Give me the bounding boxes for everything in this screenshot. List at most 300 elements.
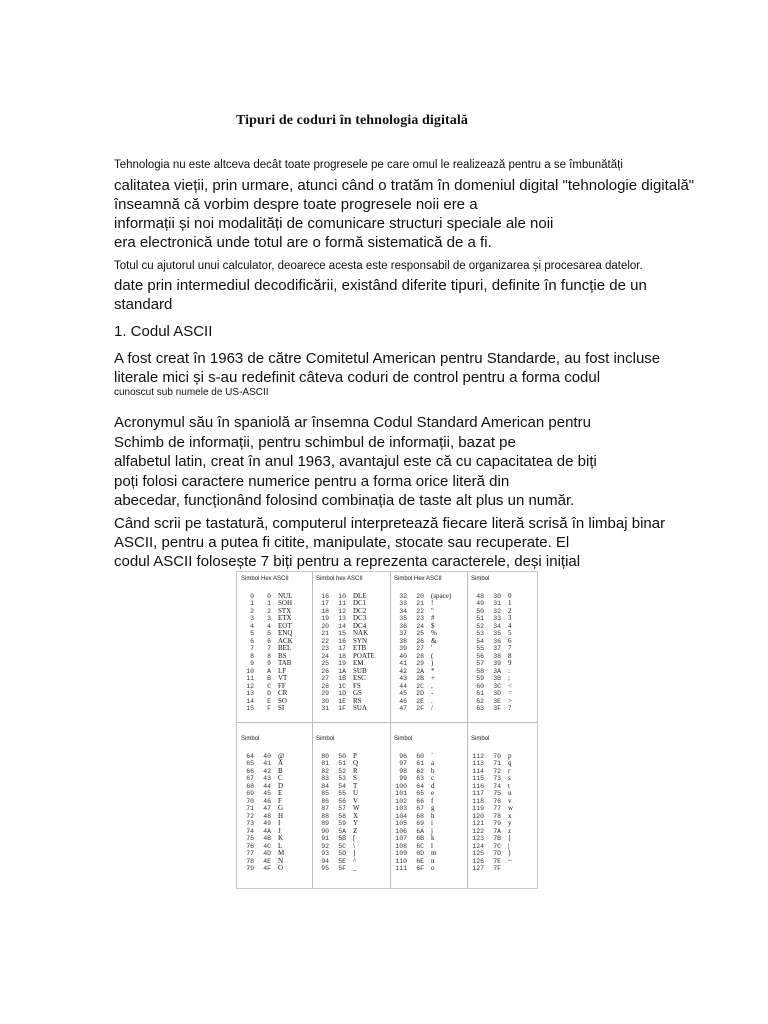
ascii-cell: 122	[472, 827, 484, 835]
ascii-cell: l	[431, 841, 433, 850]
ascii-cell: o	[431, 864, 435, 872]
ascii-row	[471, 600, 541, 608]
ascii-cell: EOT	[278, 621, 292, 630]
ascii-row	[241, 653, 311, 661]
ascii-cell: 40	[399, 652, 407, 660]
paragraph-line: era electronică unde totul are o formă sistematică de a fi.	[114, 234, 492, 251]
ascii-cell: A	[278, 759, 284, 767]
ascii-cell: >	[508, 696, 512, 705]
ascii-cell: 18	[321, 607, 329, 615]
ascii-cell: +	[431, 674, 435, 682]
ascii-cell: e	[431, 789, 435, 797]
ascii-cell: -	[431, 689, 434, 697]
ascii-row	[316, 623, 386, 631]
ascii-cell: 68	[416, 812, 424, 820]
ascii-cell: /	[431, 704, 433, 712]
ascii-row	[471, 783, 541, 791]
paragraph-origin	[114, 349, 670, 387]
ascii-row	[241, 820, 311, 828]
ascii-cell: f	[431, 796, 434, 805]
ascii-cell: 79	[246, 865, 254, 872]
ascii-row	[394, 698, 464, 706]
ascii-cell: 55	[476, 645, 484, 652]
ascii-cell: 74	[246, 827, 254, 835]
ascii-cell: 124	[472, 842, 484, 850]
ascii-cell: 62	[476, 697, 484, 705]
ascii-row	[316, 645, 386, 653]
ascii-row	[471, 645, 541, 653]
ascii-cell: 21	[416, 600, 424, 607]
ascii-cell: 31	[493, 600, 501, 607]
paragraph-line: standard	[114, 296, 173, 313]
ascii-cell: 54	[338, 782, 346, 790]
ascii-cell: i	[431, 819, 433, 827]
paragraph-origin-small	[114, 387, 670, 399]
ascii-cell: [	[353, 834, 356, 842]
paragraph-acronym	[114, 413, 670, 511]
ascii-row	[316, 668, 386, 676]
ascii-cell: 73	[246, 820, 254, 827]
ascii-cell: <	[508, 681, 512, 690]
ascii-cell: 18	[338, 652, 346, 660]
ascii-cell: 5C	[338, 842, 346, 850]
ascii-block-header: Simbol hex ASCII	[316, 576, 363, 582]
ascii-cell: 5E	[338, 857, 346, 865]
ascii-cell: ,	[431, 681, 433, 690]
ascii-row	[394, 798, 464, 806]
ascii-cell: 3A	[493, 667, 501, 675]
ascii-cell: v	[508, 796, 512, 805]
ascii-row	[241, 798, 311, 806]
ascii-cell: 103	[395, 805, 407, 812]
ascii-cell: 39	[493, 660, 501, 667]
ascii-cell: R	[353, 766, 358, 775]
ascii-cell: 77	[246, 850, 254, 857]
ascii-cell: ~	[508, 856, 512, 865]
ascii-cell: 50	[338, 752, 346, 760]
ascii-cell: 33	[493, 615, 501, 622]
ascii-cell: B	[278, 766, 283, 775]
ascii-row	[471, 683, 541, 691]
ascii-cell: E	[278, 789, 283, 797]
ascii-cell: 46	[399, 697, 407, 705]
ascii-cell: 3F	[493, 705, 501, 712]
ascii-cell: DC3	[353, 614, 367, 622]
ascii-cell: 42	[263, 767, 271, 775]
ascii-cell: 58	[338, 812, 346, 820]
ascii-cell: 66	[246, 767, 254, 775]
ascii-cell: 4D	[263, 850, 271, 857]
ascii-cell: a	[431, 759, 435, 767]
ascii-row	[394, 675, 464, 683]
ascii-cell: 1	[250, 600, 254, 607]
ascii-row	[316, 820, 386, 828]
table-divider	[390, 572, 391, 888]
ascii-cell: d	[431, 781, 435, 790]
ascii-cell: 4B	[263, 835, 271, 842]
ascii-cell: 53	[338, 775, 346, 782]
ascii-cell: 32	[493, 607, 501, 615]
ascii-cell: _	[353, 864, 357, 872]
ascii-cell: NUL	[278, 591, 293, 600]
ascii-cell: 6C	[416, 842, 424, 850]
ascii-cell: 5	[267, 630, 271, 637]
ascii-cell: 30	[321, 697, 329, 705]
ascii-row	[316, 835, 386, 843]
ascii-cell: L	[278, 841, 283, 850]
ascii-block	[241, 736, 311, 873]
ascii-row	[394, 630, 464, 638]
ascii-row	[394, 615, 464, 623]
ascii-cell: 1A	[338, 667, 346, 675]
ascii-cell: 70	[493, 752, 501, 760]
ascii-cell: SUA	[353, 704, 368, 712]
ascii-cell: 92	[321, 842, 329, 850]
ascii-row	[241, 775, 311, 783]
ascii-cell: 67	[246, 775, 254, 782]
ascii-cell: X	[353, 811, 359, 820]
ascii-row	[471, 623, 541, 631]
ascii-cell: 71	[246, 805, 254, 812]
ascii-cell: 34	[493, 622, 501, 630]
ascii-cell: p	[508, 751, 512, 760]
ascii-row	[394, 775, 464, 783]
ascii-cell: 2D	[416, 690, 424, 697]
ascii-cell: `	[431, 751, 434, 760]
ascii-cell: 1B	[338, 675, 346, 682]
ascii-cell: ETB	[353, 644, 367, 652]
ascii-cell: 0	[508, 591, 512, 600]
ascii-cell: 32	[399, 592, 407, 600]
ascii-cell: 14	[338, 622, 346, 630]
ascii-cell: 3	[250, 615, 254, 622]
ascii-cell: 6	[267, 637, 271, 645]
ascii-row	[394, 820, 464, 828]
ascii-row	[241, 690, 311, 698]
ascii-cell: 4	[267, 622, 271, 630]
ascii-cell: 52	[476, 622, 484, 630]
ascii-cell: 101	[395, 790, 407, 797]
ascii-cell: C	[278, 774, 283, 782]
ascii-cell: 2	[508, 606, 512, 615]
ascii-row	[241, 698, 311, 706]
ascii-cell: 25	[321, 660, 329, 667]
ascii-cell: 118	[472, 797, 484, 805]
ascii-cell: 3D	[493, 690, 501, 697]
ascii-row	[471, 865, 541, 873]
ascii-cell: 41	[263, 760, 271, 767]
ascii-cell: &	[431, 636, 437, 645]
ascii-cell: 123	[472, 835, 484, 842]
ascii-cell: 46	[263, 797, 271, 805]
ascii-cell: 1E	[338, 697, 346, 705]
ascii-row	[241, 660, 311, 668]
ascii-cell: 16	[338, 637, 346, 645]
ascii-row	[471, 615, 541, 623]
ascii-cell: q	[508, 759, 512, 767]
ascii-cell: m	[431, 849, 437, 857]
ascii-cell: 43	[263, 775, 271, 782]
ascii-cell: FF	[278, 681, 286, 690]
ascii-cell: CR	[278, 689, 288, 697]
heading-ascii: 1. Codul ASCII	[114, 323, 213, 340]
ascii-cell: 76	[493, 797, 501, 805]
ascii-cell: 64	[416, 782, 424, 790]
ascii-row	[316, 768, 386, 776]
ascii-cell: Y	[353, 819, 359, 827]
ascii-row	[241, 768, 311, 776]
ascii-cell: SYN	[353, 636, 368, 645]
ascii-cell: 64	[246, 752, 254, 760]
ascii-row	[394, 623, 464, 631]
ascii-cell: 107	[395, 835, 407, 842]
ascii-cell: 97	[399, 760, 407, 767]
ascii-cell: 76	[246, 842, 254, 850]
ascii-row	[316, 775, 386, 783]
ascii-cell: :	[508, 666, 510, 675]
ascii-cell: 34	[399, 607, 407, 615]
ascii-row	[471, 850, 541, 858]
ascii-cell: M	[278, 849, 285, 857]
ascii-cell: 80	[321, 752, 329, 760]
ascii-cell: 84	[321, 782, 329, 790]
ascii-cell: 108	[395, 842, 407, 850]
ascii-row	[394, 783, 464, 791]
paragraph-line: alfabetul latin, creat în anul 1963, avantajul este că cu capacitatea de biți	[114, 453, 597, 470]
ascii-cell: n	[431, 856, 435, 865]
paragraph-line: Tehnologia nu este altceva decât toate progresele pe care omul le realizează pentru a se îmbunătăți	[114, 159, 623, 171]
ascii-row	[394, 608, 464, 616]
ascii-cell: 17	[338, 645, 346, 652]
ascii-cell: 111	[395, 865, 407, 872]
ascii-row	[471, 790, 541, 798]
ascii-cell: 44	[263, 782, 271, 790]
ascii-cell: 2A	[416, 667, 424, 675]
ascii-cell: r	[508, 766, 511, 775]
ascii-row	[316, 828, 386, 836]
ascii-cell: 0	[250, 592, 254, 600]
ascii-cell: 42	[399, 667, 407, 675]
ascii-row	[394, 593, 464, 601]
ascii-cell: 2E	[416, 697, 424, 705]
paragraph-keyboard	[114, 514, 670, 571]
ascii-row	[316, 630, 386, 638]
ascii-cell: 117	[472, 790, 484, 797]
ascii-cell: LF	[278, 666, 287, 675]
ascii-cell: 63	[476, 705, 484, 712]
ascii-row	[394, 683, 464, 691]
ascii-row	[241, 858, 311, 866]
ascii-cell: 23	[416, 615, 424, 622]
ascii-row	[471, 813, 541, 821]
ascii-block-header: Simbol Hex ASCII	[394, 576, 442, 582]
ascii-cell: I	[278, 819, 281, 827]
ascii-cell: 99	[399, 775, 407, 782]
ascii-cell: 119	[472, 805, 484, 812]
ascii-block	[394, 576, 464, 713]
ascii-row	[316, 638, 386, 646]
ascii-cell: 63	[416, 775, 424, 782]
ascii-cell: 45	[399, 690, 407, 697]
ascii-cell: SUB	[353, 666, 367, 675]
ascii-row	[316, 805, 386, 813]
ascii-row	[394, 668, 464, 676]
ascii-row	[316, 705, 386, 713]
ascii-cell: g	[431, 804, 435, 812]
ascii-row	[316, 850, 386, 858]
ascii-cell: 68	[246, 782, 254, 790]
ascii-cell: 106	[395, 827, 407, 835]
ascii-cell: 24	[416, 622, 424, 630]
ascii-cell: ?	[508, 704, 512, 712]
ascii-row	[241, 615, 311, 623]
ascii-row	[241, 835, 311, 843]
ascii-cell: 19	[338, 660, 346, 667]
ascii-cell: 7	[508, 644, 512, 652]
ascii-cell: EM	[353, 659, 364, 667]
ascii-cell: 0	[267, 592, 271, 600]
table-divider	[237, 722, 537, 723]
ascii-cell: 13	[246, 690, 254, 697]
ascii-cell: \	[353, 841, 355, 850]
ascii-cell: RS	[353, 696, 362, 705]
ascii-cell: 25	[416, 630, 424, 637]
ascii-cell: 5A	[338, 827, 346, 835]
ascii-row	[394, 653, 464, 661]
ascii-cell: 43	[399, 675, 407, 682]
ascii-block-header: Simbol	[241, 736, 260, 742]
ascii-block-header: Simbol	[471, 576, 490, 582]
paragraph-line: poți folosi caractere numerice pentru a forma orice literă din	[114, 472, 510, 490]
ascii-cell: 75	[246, 835, 254, 842]
ascii-cell: 6A	[416, 827, 424, 835]
ascii-block	[241, 576, 311, 713]
ascii-cell: 4F	[263, 865, 271, 872]
ascii-cell: 15	[338, 630, 346, 637]
ascii-cell: 7B	[493, 835, 501, 842]
ascii-cell: N	[278, 856, 284, 865]
ascii-row	[394, 858, 464, 866]
ascii-cell: 28	[321, 682, 329, 690]
ascii-cell: 59	[338, 820, 346, 827]
ascii-cell: 26	[416, 637, 424, 645]
ascii-cell: SOH	[278, 599, 293, 607]
ascii-row	[394, 805, 464, 813]
ascii-cell: 116	[472, 782, 484, 790]
paragraph-line: înseamnă că vorbim despre toate progresele noii ere a	[114, 196, 478, 213]
ascii-cell: DLE	[353, 591, 367, 600]
ascii-cell: S	[353, 774, 357, 782]
ascii-cell: DC1	[353, 599, 367, 607]
ascii-cell: 4	[508, 621, 512, 630]
ascii-cell: ESC	[353, 674, 366, 682]
ascii-row	[316, 690, 386, 698]
ascii-cell: 7A	[493, 827, 501, 835]
ascii-block	[471, 576, 541, 713]
ascii-cell: %	[431, 629, 437, 637]
ascii-cell: 87	[321, 805, 329, 812]
ascii-cell: ;	[508, 674, 510, 682]
ascii-cell: SO	[278, 696, 287, 705]
ascii-row	[394, 645, 464, 653]
ascii-cell: E	[267, 697, 271, 705]
ascii-cell: 1D	[338, 690, 346, 697]
ascii-cell: 71	[493, 760, 501, 767]
ascii-cell: 48	[476, 592, 484, 600]
ascii-cell: 41	[399, 660, 407, 667]
ascii-cell: 66	[416, 797, 424, 805]
ascii-cell: 11	[246, 675, 254, 682]
ascii-cell	[501, 865, 508, 873]
ascii-cell: F	[267, 705, 271, 712]
ascii-cell: y	[508, 819, 512, 827]
ascii-cell: G	[278, 804, 284, 812]
ascii-cell: 3B	[493, 675, 501, 682]
ascii-cell: 3	[267, 615, 271, 622]
ascii-cell: 9	[508, 659, 512, 667]
ascii-cell: 26	[321, 667, 329, 675]
ascii-cell: 8	[250, 652, 254, 660]
ascii-cell: 7	[250, 645, 254, 652]
ascii-cell: SI	[278, 704, 285, 712]
ascii-cell: 30	[493, 592, 501, 600]
ascii-cell: (space)	[431, 591, 452, 600]
ascii-row	[241, 645, 311, 653]
ascii-row	[316, 858, 386, 866]
ascii-row	[241, 668, 311, 676]
paragraph-line: codul ASCII folosește 7 biți pentru a reprezenta caracterele, deși inițial	[114, 553, 581, 570]
ascii-cell: 37	[399, 630, 407, 637]
ascii-cell: 81	[321, 760, 329, 767]
ascii-cell: 12	[246, 682, 254, 690]
ascii-cell: w	[508, 804, 514, 812]
ascii-cell: 73	[493, 775, 501, 782]
paragraph-line: date prin intermediul decodificării, existând diferite tipuri, definite în funcție de un	[114, 277, 647, 294]
ascii-block-header: Simbol	[471, 736, 490, 742]
ascii-row	[394, 760, 464, 768]
ascii-row	[394, 850, 464, 858]
table-divider	[312, 572, 313, 888]
ascii-cell: 86	[321, 797, 329, 805]
ascii-row	[471, 593, 541, 601]
ascii-cell: c	[431, 774, 435, 782]
ascii-cell: 5B	[338, 835, 346, 842]
ascii-row	[241, 760, 311, 768]
ascii-cell: 9	[250, 660, 254, 667]
ascii-cell: 6	[508, 636, 512, 645]
paragraph-line: Acronymul său în spaniolă ar însemna Codul Standard American pentru	[114, 414, 591, 431]
ascii-block	[394, 736, 464, 873]
paragraph-line: Schimb de informații, pentru schimbul de informații, bazat pe	[114, 433, 516, 451]
ascii-cell: K	[278, 834, 284, 842]
ascii-cell: 38	[493, 652, 501, 660]
ascii-cell: 82	[321, 767, 329, 775]
ascii-cell: )	[431, 659, 434, 667]
ascii-row	[394, 835, 464, 843]
ascii-cell: 51	[338, 760, 346, 767]
ascii-cell: 3	[508, 614, 512, 622]
ascii-row	[471, 760, 541, 768]
ascii-cell: 4C	[263, 842, 271, 850]
ascii-row	[241, 623, 311, 631]
ascii-cell: ETX	[278, 614, 292, 622]
ascii-row	[471, 653, 541, 661]
ascii-cell: =	[508, 689, 512, 697]
ascii-cell: "	[431, 606, 434, 615]
ascii-cell: 88	[321, 812, 329, 820]
ascii-row	[316, 813, 386, 821]
ascii-cell: 3E	[493, 697, 501, 705]
